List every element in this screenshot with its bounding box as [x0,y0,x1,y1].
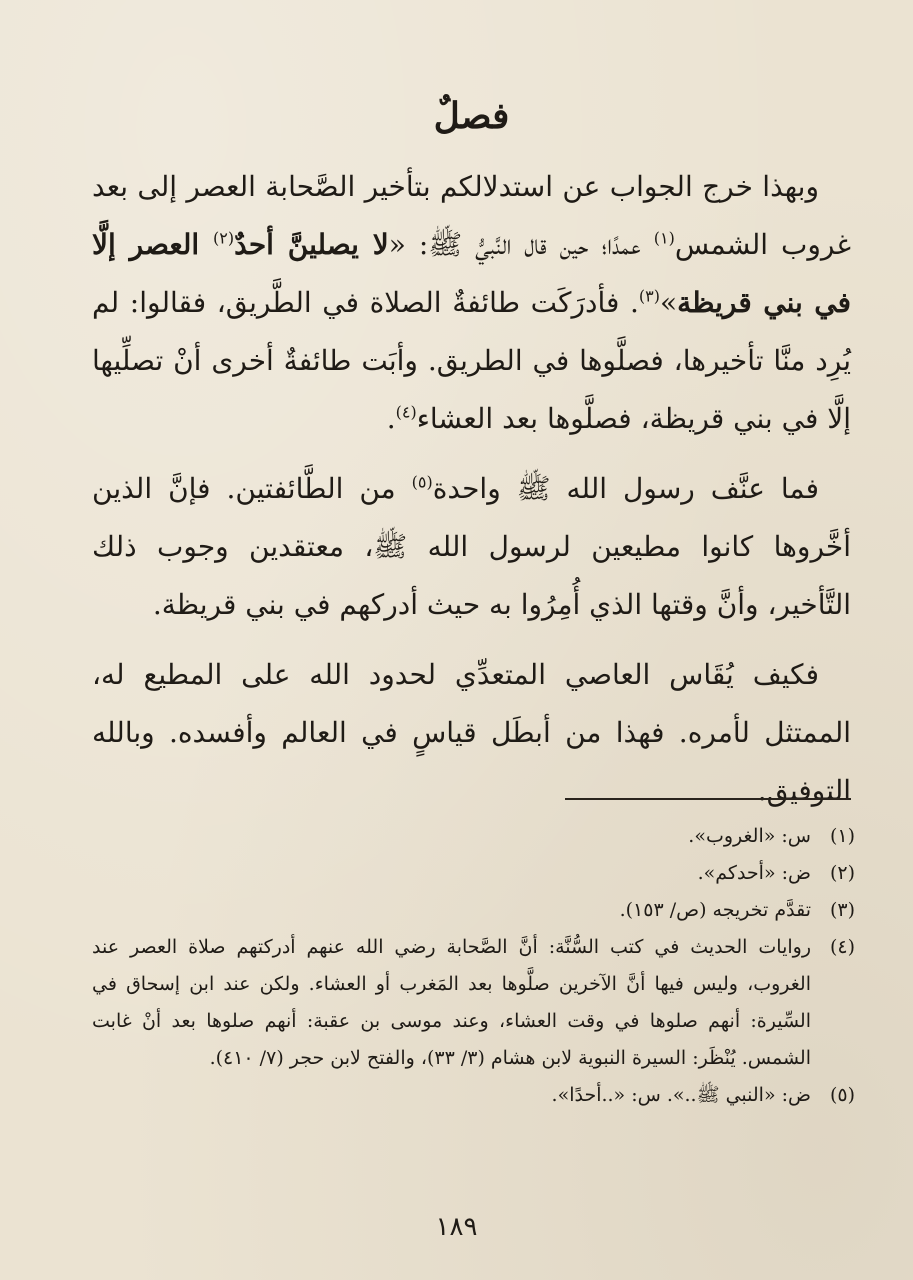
footnote-text: س: «الغروب». [688,825,811,847]
footnote-number: (٤) [829,936,855,958]
text-run: وبهذا خرج الجواب عن استدلالكم بتأخير الصَّحابة العصر إلى بعد غروب الشمس [92,170,852,261]
paragraph-3 [92,646,851,820]
footnote-2 [92,855,855,892]
hadith-quote: لا يصلينَّ أحدٌ [234,228,389,261]
footnotes [92,818,855,1114]
text-run: من الطَّائفتين. فإنَّ الذين أخَّروها كانوا مطيعين لرسول الله ﷺ، معتقدين وجوب ذلك التَّأخير، وأنَّ وقتها الذي أُمِرُوا به حيث أدركهم في بني قريظة. [92,472,851,621]
footnote-number: (٥) [829,1084,855,1106]
footnote-number: (٢) [829,862,855,884]
text-run: . [386,402,396,435]
footnote-3 [92,892,855,929]
footnote-marker: (٥) [411,472,433,492]
chapter-title: فصلٌ [433,95,510,137]
footnote-marker: (٢) [213,228,235,248]
footnote-marker: (١) [653,228,675,248]
text-run: . فأدرَكَت طائفةٌ الصلاة في الطَّريق، فقالوا: لم يُرِد منَّا تأخيرها، فصلَّوها في الطريق. وأبَت طائفةٌ أخرى أنْ تصلِّيها إلَّا في بني قريظة، فصلَّوها بعد العشاء [92,286,851,435]
text-run: فما عنَّف رسول الله ﷺ واحدة [432,472,820,505]
footnote-text: روايات الحديث في كتب السُّنَّة: أنَّ الصَّحابة رضي الله عنهم أدركتهم صلاة العصر عند الغروب، وليس فيها أنَّ الآخرين صلَّوها بعد المَغرب أو العشاء. ولكن عند ابن إسحاق في السِّيرة: أنهم صلوها في وقت العشاء، وعند موسى بن عقبة: أنهم صلوها بعد أنْ غابت الشمس. يُنْظَر: السيرة النبوية لابن هشام (٣/ ٣٣)، والفتح لابن حجر (٧/ ٤١٠). [92,936,811,1069]
page-number: ١٨٩ [435,1212,478,1242]
paragraph-1 [92,158,851,448]
footnote-number: (٣) [829,899,855,921]
footnote-4 [92,929,855,1077]
paragraph-2 [92,460,851,634]
text-run: فكيف يُقَاس العاصي المتعدِّي لحدود الله على المطيع له، الممتثل لأمره. فهذا من أبطَل قياسٍ في العالم وأفسده. وبالله التوفيق. [92,658,852,807]
body-text [92,158,851,820]
footnote-text: ض: «أحدكم». [697,862,811,884]
footnote-text: تقدَّم تخريجه (ص/ ١٥٣). [619,899,811,921]
text-run: عمدًا؛ حين قال النَّبيُّ ﷺ: « [388,228,654,261]
footnote-number: (١) [829,825,855,847]
footnote-marker: (٤) [395,402,417,422]
footnote-divider [565,798,851,800]
hadith-quote: العصر إلَّا في بني قريظة [92,228,852,319]
footnote-text: ض: «النبي ﷺ..». س: «..أحدًا». [551,1084,811,1106]
footnote-1 [92,818,855,855]
text-run: » [660,286,678,319]
main-text-area [92,78,851,832]
footnote-marker: (٣) [638,286,660,306]
footnote-5 [92,1077,855,1114]
